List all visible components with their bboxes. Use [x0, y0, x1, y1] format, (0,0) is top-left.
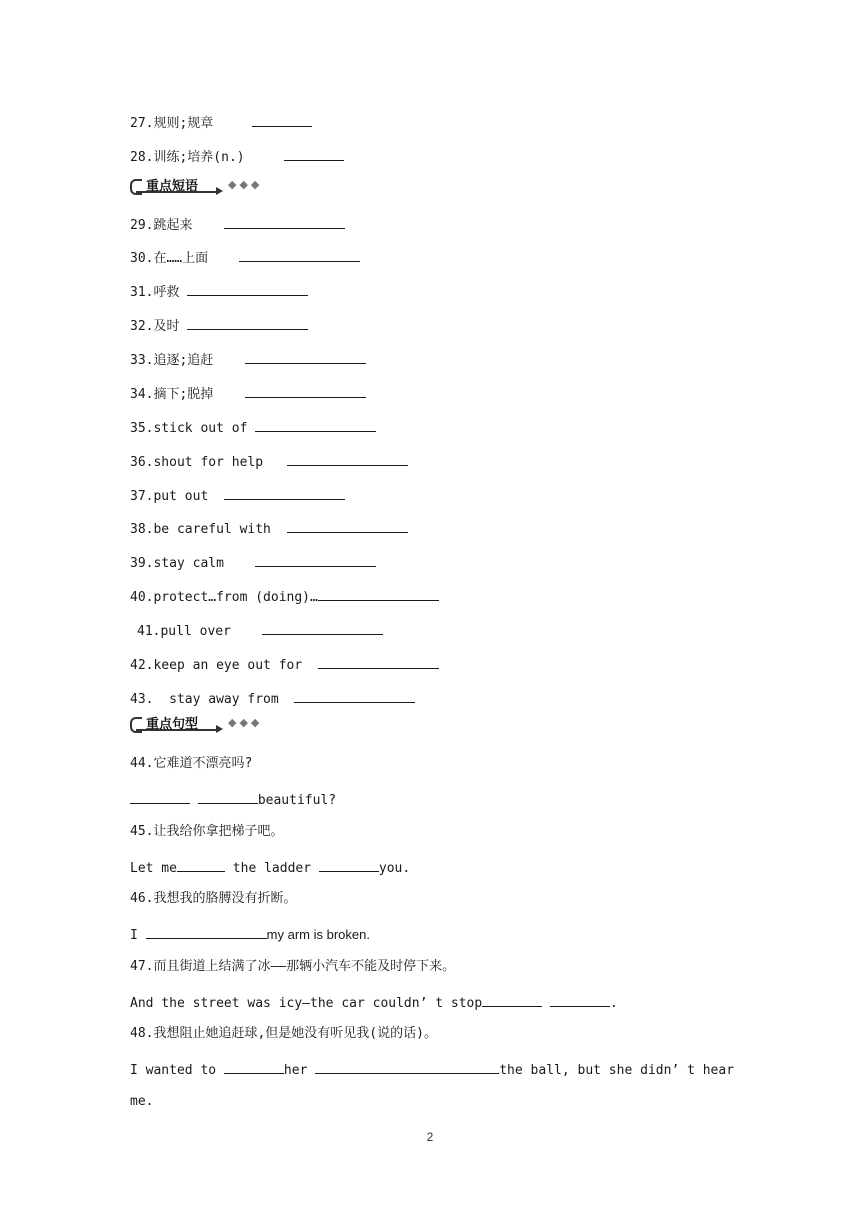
sentence-text: And the street was icy—the car couldn’ t stop: [130, 996, 483, 1011]
section-title: 重点短语: [146, 179, 199, 194]
item-32: [130, 316, 308, 335]
item-33: [130, 350, 366, 369]
answer-blank[interactable]: [224, 1060, 284, 1074]
item-34: [130, 384, 366, 403]
answer-blank[interactable]: [255, 418, 376, 432]
sentence-text: I wanted to: [130, 1063, 224, 1078]
sentence-text: her: [283, 1063, 316, 1078]
item-text: 34.摘下;脱掉: [130, 387, 214, 402]
section-header-phrases: [130, 175, 280, 197]
item-text: 38.be careful with: [130, 522, 271, 537]
sentence-48-english-continued: me.: [130, 1094, 154, 1109]
item-42: [130, 655, 439, 674]
item-35: [130, 418, 376, 437]
item-40: [130, 587, 439, 606]
sentence-48-english: [130, 1060, 734, 1079]
item-43: [130, 689, 415, 708]
answer-blank[interactable]: [318, 655, 439, 669]
sentence-47-chinese: 47.而且街道上结满了冰——那辆小汽车不能及时停下来。: [130, 959, 456, 974]
answer-blank[interactable]: [224, 486, 345, 500]
item-36: [130, 452, 408, 471]
answer-blank[interactable]: [284, 147, 344, 161]
sentence-text: beautiful?: [257, 793, 337, 808]
sentence-44-chinese: 44.它难道不漂亮吗?: [130, 756, 253, 771]
answer-blank[interactable]: [239, 248, 360, 262]
item-text: 33.追逐;追赶: [130, 353, 214, 368]
answer-blank[interactable]: [294, 689, 415, 703]
item-text: 41.pull over: [137, 624, 231, 639]
item-text: 32.及时: [130, 319, 180, 334]
diamond-icons: ◆◆◆: [228, 716, 263, 729]
sentence-text: the ball, but she didn’ t hear: [499, 1063, 735, 1078]
sentence-text: I: [130, 928, 146, 943]
answer-blank[interactable]: [318, 587, 439, 601]
item-text: 30.在……上面: [130, 251, 209, 266]
answer-blank[interactable]: [177, 858, 225, 872]
item-text: 31.呼救: [130, 285, 180, 300]
item-29: [130, 215, 345, 234]
sentence-47-english: [130, 993, 618, 1012]
item-text: 39.stay calm: [130, 556, 224, 571]
item-text: 37.put out: [130, 489, 209, 504]
answer-blank[interactable]: [245, 350, 366, 364]
answer-blank[interactable]: [198, 790, 258, 804]
answer-blank[interactable]: [482, 993, 542, 1007]
section-header-sentences: [130, 713, 280, 735]
answer-blank[interactable]: [255, 553, 376, 567]
sentence-46-english: [130, 925, 370, 944]
item-text: 35.stick out of: [130, 421, 248, 436]
answer-blank[interactable]: [187, 316, 308, 330]
page-number: 2: [426, 1130, 434, 1144]
answer-blank[interactable]: [287, 519, 408, 533]
item-37: [130, 486, 345, 505]
item-30: [130, 248, 360, 267]
item-39: [130, 553, 376, 572]
item-41: [137, 621, 383, 640]
answer-blank[interactable]: [550, 993, 610, 1007]
sentence-45-english: [130, 858, 410, 877]
sentence-text: Let me: [130, 861, 177, 876]
sentence-45-chinese: 45.让我给你拿把梯子吧。: [130, 824, 284, 839]
item-text: 36.shout for help: [130, 455, 264, 470]
sentence-44-english: [130, 790, 336, 809]
item-text: 29.跳起来: [130, 218, 193, 233]
item-text: 28.训练;培养(n.): [130, 150, 245, 165]
answer-blank[interactable]: [287, 452, 408, 466]
answer-blank[interactable]: [146, 925, 267, 939]
arrow-icon: [216, 187, 223, 195]
sentence-text: .: [610, 996, 618, 1011]
item-27: [130, 113, 312, 132]
sentence-text: my arm is broken.: [266, 927, 370, 942]
answer-blank[interactable]: [245, 384, 366, 398]
sentence-text: you.: [378, 861, 411, 876]
sentence-text: the ladder: [224, 861, 319, 876]
item-31: [130, 282, 308, 301]
answer-blank[interactable]: [252, 113, 312, 127]
answer-blank[interactable]: [319, 858, 379, 872]
answer-blank[interactable]: [224, 215, 345, 229]
section-title: 重点句型: [146, 717, 199, 732]
sentence-48-chinese: 48.我想阻止她追赶球,但是她没有听见我(说的话)。: [130, 1026, 437, 1041]
item-text: 42.keep an eye out for: [130, 658, 303, 673]
arrow-icon: [216, 725, 223, 733]
diamond-icons: ◆◆◆: [228, 178, 263, 191]
answer-blank[interactable]: [262, 621, 383, 635]
answer-blank[interactable]: [187, 282, 308, 296]
item-text: 43. stay away from: [130, 692, 279, 707]
item-text: 40.protect…from (doing)…: [130, 590, 318, 605]
item-38: [130, 519, 408, 538]
sentence-46-chinese: 46.我想我的胳膊没有折断。: [130, 891, 297, 906]
item-text: 27.规则;规章: [130, 116, 214, 131]
answer-blank[interactable]: [130, 790, 190, 804]
answer-blank[interactable]: [315, 1060, 499, 1074]
item-28: [130, 147, 344, 166]
